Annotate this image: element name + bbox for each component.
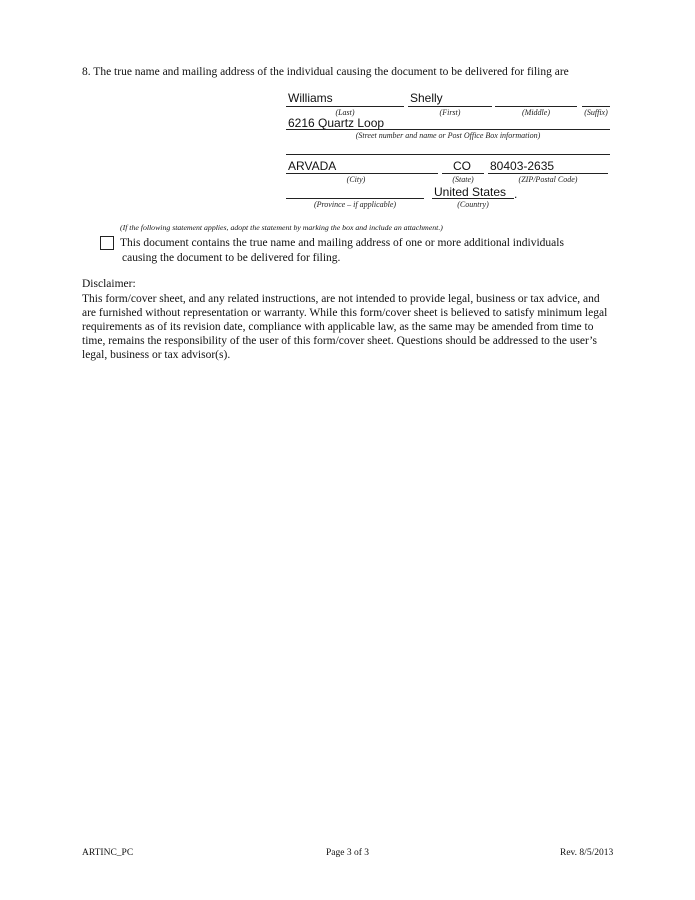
country-line — [432, 198, 514, 199]
city-line — [286, 173, 438, 174]
state-value[interactable]: CO — [453, 159, 471, 173]
zip-line — [488, 173, 608, 174]
middle-label: (Middle) — [522, 108, 550, 117]
street2-line — [286, 154, 610, 155]
additional-individuals-checkbox[interactable] — [100, 236, 114, 250]
zip-value[interactable]: 80403-2635 — [490, 159, 555, 173]
first-name-value[interactable]: Shelly — [410, 91, 443, 105]
footer-page-number: Page 3 of 3 — [326, 848, 370, 858]
province-label: (Province – if applicable) — [313, 200, 397, 209]
state-label: (State) — [452, 175, 474, 184]
state-line — [442, 173, 484, 174]
first-label: (First) — [439, 108, 461, 117]
footer-revision: Rev. 8/5/2013 — [560, 848, 614, 858]
zip-label: (ZIP/Postal Code) — [518, 175, 578, 184]
last-label: (Last) — [335, 108, 355, 117]
street-line — [286, 129, 610, 130]
province-line — [286, 198, 424, 199]
last-name-value[interactable]: Williams — [288, 91, 333, 105]
footer-form-code: ARTINC_PC — [82, 848, 134, 858]
disclaimer-body: This form/cover sheet, and any related instructions, are not intended to provide legal, business or tax advice, and are furnished without representation or warranty. While this form/cover sheet is believed to satisfy minimum legal requirements as of its revision date, compliance with applicable law, as the same may be amended from time to time, remains the responsibility of the user of this form/cover sheet. Questions should be addressed to the user’s legal, business or tax advisor(s). — [82, 293, 608, 361]
suffix-line — [582, 106, 610, 107]
middle-name-line — [495, 106, 577, 107]
statement-note: (If the following statement applies, adopt the statement by marking the box and include an attachment.) — [120, 223, 443, 232]
country-label: (Country) — [457, 200, 489, 209]
city-label: (City) — [346, 175, 366, 184]
country-period: . — [514, 187, 518, 201]
street-value[interactable]: 6216 Quartz Loop — [288, 116, 385, 130]
disclaimer-title: Disclaimer: — [82, 278, 136, 290]
country-value[interactable]: United States — [434, 185, 507, 199]
street-label: (Street number and name or Post Office Box information) — [355, 131, 541, 140]
suffix-label: (Suffix) — [584, 108, 608, 117]
last-name-line — [286, 106, 404, 107]
statement-line-1: This document contains the true name and mailing address of one or more additional individuals — [120, 237, 564, 249]
city-value[interactable]: ARVADA — [288, 159, 337, 173]
statement-line-2: causing the document to be delivered for filing. — [122, 252, 341, 264]
first-name-line — [408, 106, 492, 107]
additional-individuals-statement — [120, 236, 600, 266]
item-8-text: 8. The true name and mailing address of the individual causing the document to be delivered for filing are — [82, 66, 569, 78]
